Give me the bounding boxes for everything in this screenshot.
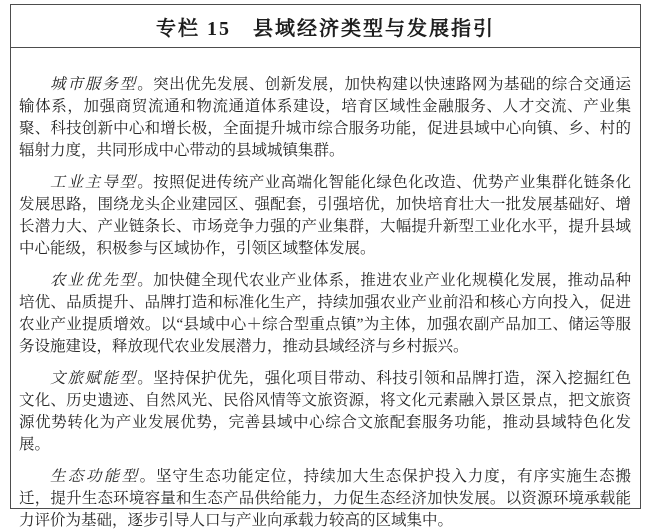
panel-body	[11, 48, 640, 532]
paragraph-culture-tourism	[19, 368, 631, 456]
paragraph-urban-service	[19, 74, 631, 162]
paragraph-text: 。加快健全现代农业产业体系，推进农业产业化规模化发展，推动品种培优、品质提升、品牌打造和标准化生产，持续加强农业产业前沿和核心方向投入，促进农业产业提质增效。以“县域中心＋综合型重点镇”为主体，加强农副产品加工、储运等服务设施建设，释放现代农业发展潜力，推动县域经济与乡村振兴。	[19, 272, 631, 355]
panel-title: 专栏 15 县域经济类型与发展指引	[156, 17, 495, 40]
paragraph-industry-led	[19, 172, 631, 260]
paragraph-lead: 农业优先型	[50, 272, 138, 289]
paragraph-text: 。按照促进传统产业高端化智能化绿色化改造、优势产业集群化链条化发展思路，围绕龙头企业建园区、强配套，引强培优，加快培育壮大一批发展基础好、增长潜力大、产业链条长、市场竞争力强的产业集群，大幅提升新型工业化水平，提升县域中心能级，积极参与区域协作，引领区域整体发展。	[19, 174, 631, 257]
paragraph-lead: 工业主导型	[50, 174, 138, 191]
paragraph-eco-function	[19, 466, 631, 532]
paragraph-lead: 城市服务型	[50, 76, 138, 93]
paragraph-text: 。突出优先发展、创新发展，加快构建以快速路网为基础的综合交通运输体系，加强商贸流通和物流通道体系建设，培育区域性金融服务、人才交流、产业集聚、科技创新中心和增长极，全面提升城市综合服务功能，促进县域中心向镇、乡、村的辐射力度，共同形成中心带动的县域城镇集群。	[19, 76, 631, 159]
boxed-column-panel	[10, 4, 641, 529]
paragraph-lead: 文旅赋能型	[50, 370, 138, 387]
paragraph-agriculture-first	[19, 270, 631, 358]
paragraph-text: 。坚守生态功能定位，持续加大生态保护投入力度，有序实施生态搬迁，提升生态环境容量和生态产品供给能力，力促生态经济加快发展。以资源环境承载能力评价为基础，逐步引导人口与产业向承载力较高的区域集中。	[19, 468, 631, 529]
panel-title-bar	[11, 5, 640, 48]
paragraph-text: 。坚持保护优先，强化项目带动、科技引领和品牌打造，深入挖掘红色文化、历史遗迹、自然风光、民俗风情等文旅资源，将文化元素融入景区景点，把文旅资源优势转化为产业发展优势，完善县域中心综合文旅配套服务功能，推动县域特色化发展。	[19, 370, 631, 453]
paragraph-lead: 生态功能型	[50, 468, 140, 485]
